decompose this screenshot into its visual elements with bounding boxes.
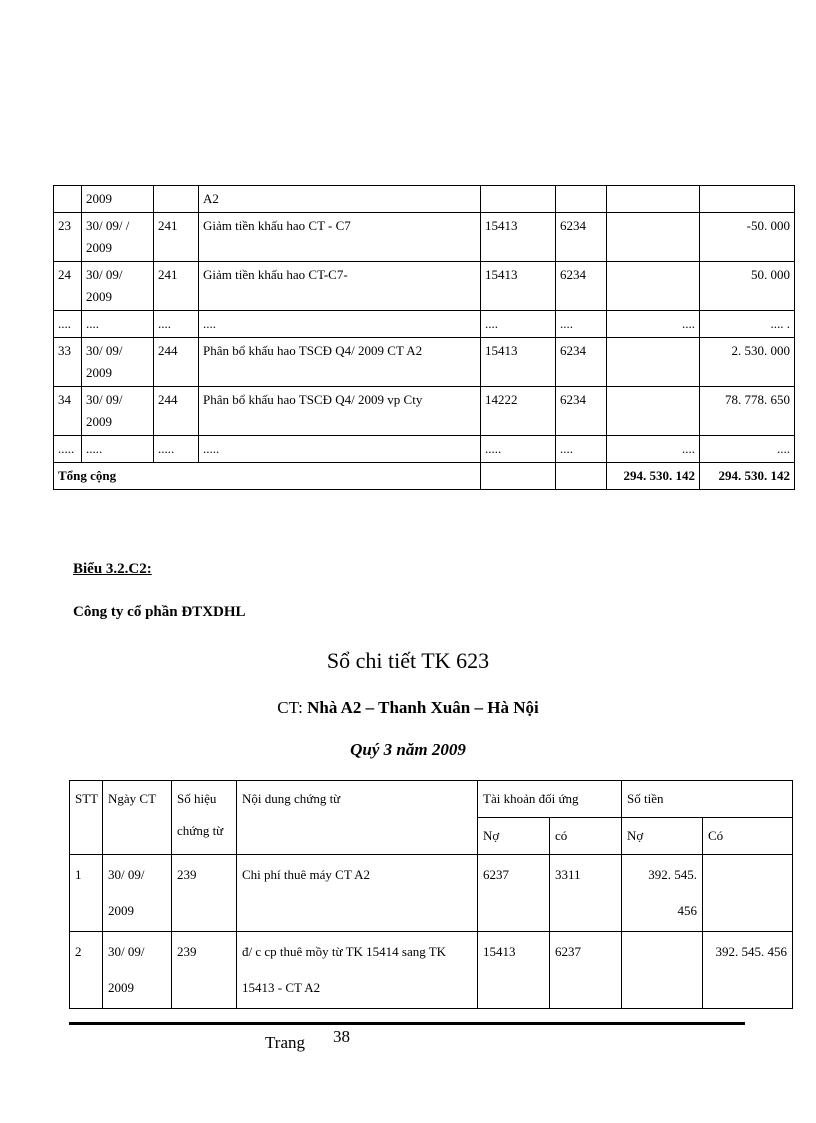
date-line-2: 2009 [108, 903, 134, 918]
row-doc-number [154, 186, 199, 213]
ledger-table-continued [53, 185, 795, 490]
row-amount-debit [607, 186, 700, 213]
row-doc-number: 244 [154, 338, 199, 387]
row-date [82, 213, 154, 262]
row-content: Giảm tiền khấu hao CT-C7- [199, 262, 481, 311]
row-amount-credit: -50. 000 [700, 213, 795, 262]
row-date [82, 436, 154, 463]
row-content: .... [199, 311, 481, 338]
header-content: Nội dung chứng từ [237, 781, 478, 855]
date-line-1: 30/ 09/ [86, 267, 123, 282]
page-number: 38 [333, 1027, 350, 1046]
total-debit: 294. 530. 142 [607, 463, 700, 490]
row-doc-number: 244 [154, 387, 199, 436]
row-account-credit: .... [556, 436, 607, 463]
row-account-credit: 6237 [550, 932, 622, 1009]
row-amount-debit [607, 262, 700, 311]
row-stt: .... [54, 311, 82, 338]
header-stt: STT [70, 781, 103, 855]
date-line-2: 2009 [86, 414, 112, 429]
row-stt: 1 [70, 855, 103, 932]
row-stt: 34 [54, 387, 82, 436]
row-content: Phân bổ khấu hao TSCĐ Q4/ 2009 CT A2 [199, 338, 481, 387]
header-amount-debit: Nợ [622, 818, 703, 855]
subtitle-main: Nhà A2 – Thanh Xuân – Hà Nội [307, 698, 539, 717]
date-line-1: ..... [86, 441, 103, 456]
date-line-1: .... [86, 316, 99, 331]
date-line-2: 2009 [86, 240, 112, 255]
total-empty-2 [556, 463, 607, 490]
table-row [54, 186, 795, 213]
row-amount-credit [703, 855, 793, 932]
form-label: Biểu 3.2.C2: [73, 561, 152, 577]
row-account-credit: 6234 [556, 262, 607, 311]
row-account-debit: 15413 [481, 262, 556, 311]
row-amount-debit [607, 213, 700, 262]
date-line-2: 2009 [108, 980, 134, 995]
header-amount: Số tiền [622, 781, 793, 818]
header-date: Ngày CT [103, 781, 172, 855]
row-account-credit [556, 186, 607, 213]
total-row [54, 463, 795, 490]
row-doc-number: 241 [154, 213, 199, 262]
total-empty-1 [481, 463, 556, 490]
row-doc-number: ..... [154, 436, 199, 463]
row-account-credit: 6234 [556, 338, 607, 387]
total-label: Tổng cộng [54, 463, 481, 490]
header-accounts: Tài khoản đối ứng [478, 781, 622, 818]
row-stt: 24 [54, 262, 82, 311]
table-row [54, 436, 795, 463]
row-amount-credit: 392. 545. 456 [703, 932, 793, 1009]
date-line-1: 30/ 09/ [108, 944, 145, 959]
row-content: đ/ c cp thuê mồy từ TK 15414 sang TK 15413 - CT A2 [237, 932, 478, 1009]
page-label: Trang [265, 1033, 305, 1052]
row-date [82, 338, 154, 387]
table-row [54, 311, 795, 338]
row-account-debit [481, 186, 556, 213]
table-row [54, 387, 795, 436]
header-doc-number: Số hiệu chứng từ [172, 781, 237, 855]
row-doc-number: .... [154, 311, 199, 338]
ledger-title: Sổ chi tiết TK 623 [326, 648, 490, 673]
date-line-1: 30/ 09/ [86, 392, 123, 407]
row-content: A2 [199, 186, 481, 213]
row-account-credit: .... [556, 311, 607, 338]
project-subtitle [0, 698, 816, 718]
row-account-credit: 6234 [556, 213, 607, 262]
date-line-1: 30/ 09/ [108, 867, 145, 882]
row-stt [54, 186, 82, 213]
detail-ledger-table [69, 780, 793, 1009]
subtitle-prefix: CT: [277, 698, 308, 717]
row-stt: 23 [54, 213, 82, 262]
quarter-label: Quý 3 năm 2009 [350, 740, 466, 759]
header-account-debit: Nợ [478, 818, 550, 855]
row-account-debit: .... [481, 311, 556, 338]
row-doc-number: 239 [172, 855, 237, 932]
table-row [54, 338, 795, 387]
row-doc-number: 239 [172, 932, 237, 1009]
row-content: Chi phí thuê máy CT A2 [237, 855, 478, 932]
table-row [70, 932, 793, 1009]
footer-divider [69, 1022, 745, 1025]
header-account-credit: có [550, 818, 622, 855]
row-content: Phân bổ khấu hao TSCĐ Q4/ 2009 vp Cty [199, 387, 481, 436]
row-date [82, 311, 154, 338]
date-line-2: 2009 [86, 289, 112, 304]
row-amount-debit [607, 338, 700, 387]
row-date [82, 186, 154, 213]
table-row [70, 855, 793, 932]
table-row [54, 213, 795, 262]
row-stt: ..... [54, 436, 82, 463]
row-doc-number: 241 [154, 262, 199, 311]
row-amount-credit: 78. 778. 650 [700, 387, 795, 436]
row-date [103, 932, 172, 1009]
row-amount-credit: 50. 000 [700, 262, 795, 311]
row-stt: 33 [54, 338, 82, 387]
total-credit: 294. 530. 142 [700, 463, 795, 490]
header-row [70, 781, 793, 818]
row-content: ..... [199, 436, 481, 463]
row-date [82, 262, 154, 311]
row-account-debit: ..... [481, 436, 556, 463]
row-date [82, 387, 154, 436]
row-amount-credit: 2. 530. 000 [700, 338, 795, 387]
row-account-debit: 6237 [478, 855, 550, 932]
company-name: Công ty cổ phần ĐTXDHL [73, 604, 246, 620]
row-account-debit: 15413 [481, 338, 556, 387]
row-amount-debit: 392. 545. 456 [622, 855, 703, 932]
row-amount-credit: .... . [700, 311, 795, 338]
row-amount-debit [607, 387, 700, 436]
row-amount-credit: .... [700, 436, 795, 463]
date-line-2: 2009 [86, 365, 112, 380]
row-account-credit: 6234 [556, 387, 607, 436]
row-amount-debit: .... [607, 436, 700, 463]
row-account-debit: 15413 [478, 932, 550, 1009]
date-line-1: 30/ 09/ / [86, 218, 130, 233]
row-account-debit: 15413 [481, 213, 556, 262]
header-amount-credit: Có [703, 818, 793, 855]
row-amount-credit [700, 186, 795, 213]
row-date [103, 855, 172, 932]
row-amount-debit [622, 932, 703, 1009]
row-content: Giảm tiền khấu hao CT - C7 [199, 213, 481, 262]
row-stt: 2 [70, 932, 103, 1009]
date-line-1: 2009 [86, 191, 112, 206]
date-line-1: 30/ 09/ [86, 343, 123, 358]
table-row [54, 262, 795, 311]
row-account-credit: 3311 [550, 855, 622, 932]
row-account-debit: 14222 [481, 387, 556, 436]
row-amount-debit: .... [607, 311, 700, 338]
